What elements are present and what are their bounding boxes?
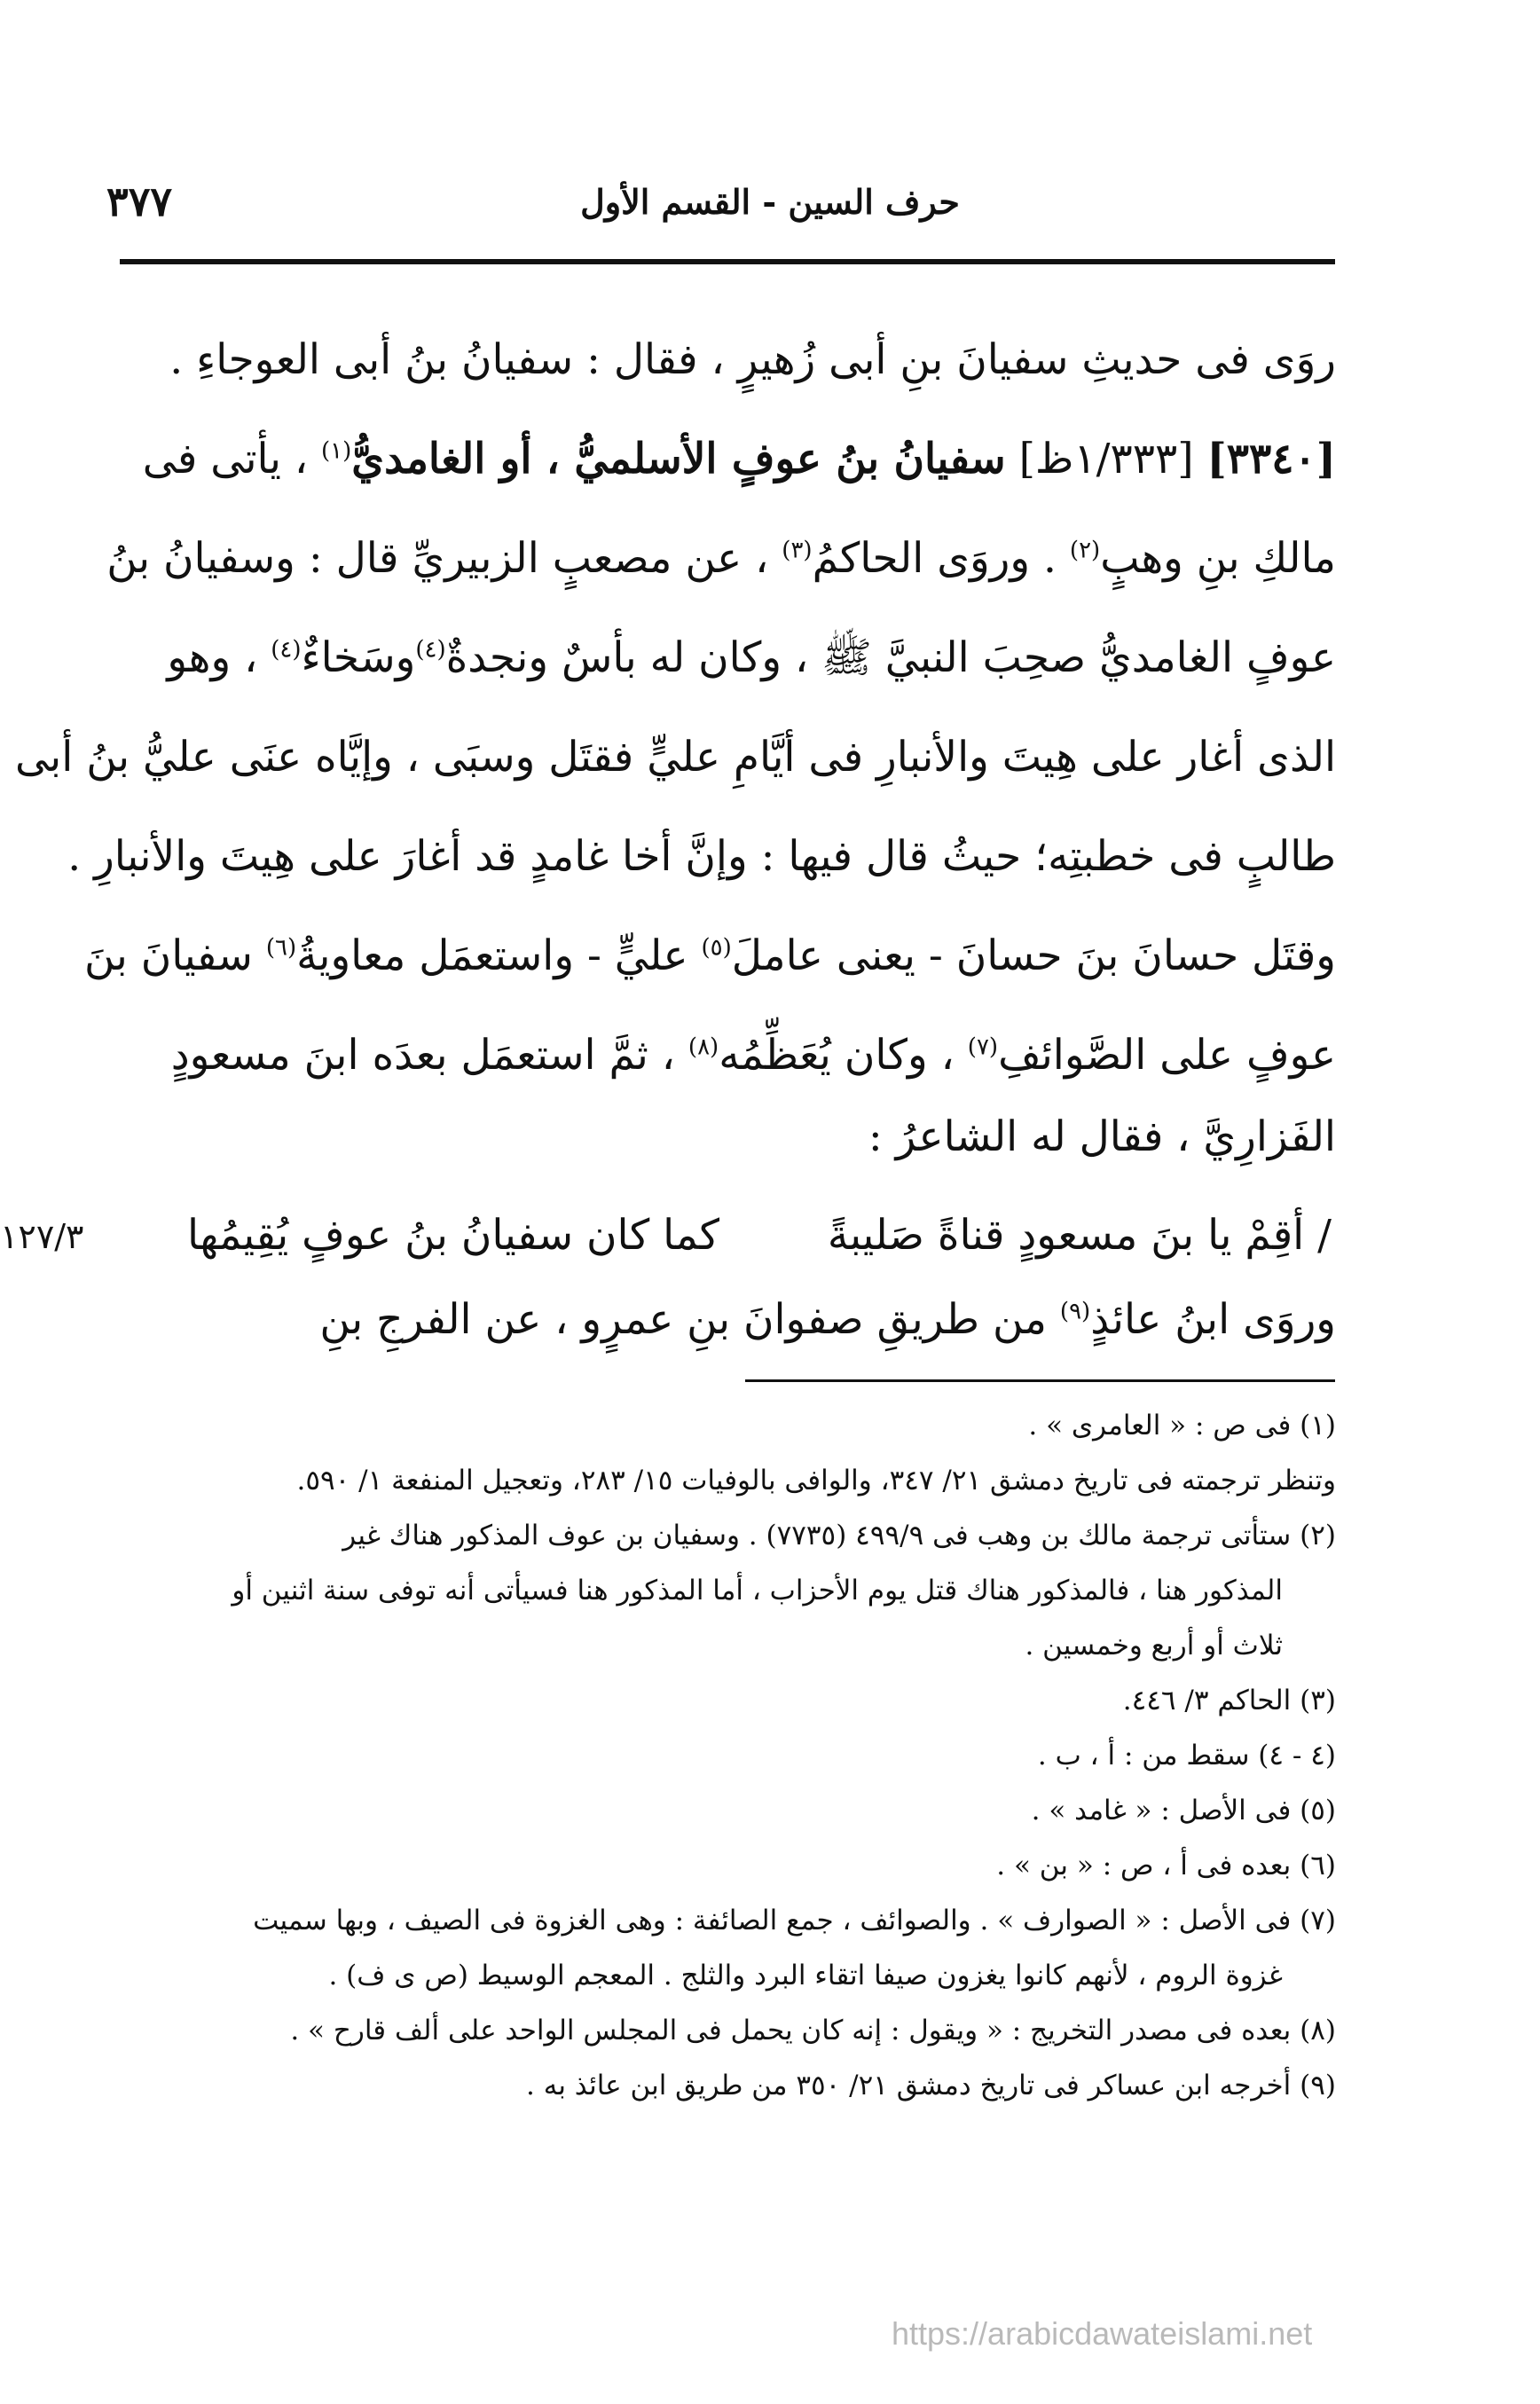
- footnote-3: (٣) الحاكم ٣/ ٤٤٦.: [1122, 1685, 1336, 1717]
- body-line-6: طالبٍ فى خطبتِه؛ حيثُ قال فيها : وإنَّ أخا غامدٍ قد أغارَ على هِيتَ والأنبارِ .: [67, 832, 1336, 881]
- footnote-ref: (١): [321, 437, 352, 465]
- footnote-ref: (٨): [688, 1033, 719, 1061]
- verse-first-hemistich: / أقِمْ يا بنَ مسعودٍ قناةً صَليبةً: [827, 1211, 1332, 1260]
- footnote-2: (٢) ستأتى ترجمة مالك بن وهب فى ٤٩٩/٩ (٧٧٣٥) . وسفيان بن عوف المذكور هناك غير: [342, 1520, 1336, 1552]
- footnote-ref: (٣): [782, 537, 813, 564]
- footnote-1-continued: وتنظر ترجمته فى تاريخ دمشق ٢١/ ٣٤٧، والوافى بالوفيات ١٥/ ٢٨٣، وتعجيل المنفعة ١/ ٥٩٠.: [296, 1465, 1336, 1497]
- footnote-ref: (٤): [271, 636, 302, 664]
- footnote-ref: (٥): [701, 934, 732, 962]
- body-line-9: الفَزارِيَّ ، فقال له الشاعرُ :: [868, 1112, 1336, 1161]
- footnote-ref: (٤): [415, 636, 446, 664]
- footnote-8: (٨) بعده فى مصدر التخريج : « ويقول : إنه كان يحمل فى المجلس الواحد على ألف قارح » .: [290, 2015, 1336, 2047]
- body-line-4: عوفٍ الغامديُّ صحِبَ النبيَّ ﷺ ، وكان له بأسٌ ونجدةٌ$^{(٤)}$وسَخاءٌ$^{(٤)}$ ، وهو: [167, 633, 1336, 682]
- footnote-ref: (٩): [1059, 1298, 1091, 1325]
- entry-heading-line: [٣٣٤٠] [١/٣٣٣ظ] سفيانُ بنُ عوفٍ الأسلميُّ ، أو الغامديُّ$^{(١)}$ ، يأتى فى: [142, 435, 1336, 483]
- entry-name: سفيانُ بنُ عوفٍ الأسلميُّ ، أو الغامديُّ: [351, 435, 1006, 483]
- footnote-9: (٩) أخرجه ابن عساكر فى تاريخ دمشق ٢١/ ٣٥٠ من طريق ابن عائذ به .: [525, 2070, 1336, 2102]
- body-line-8: عوفٍ على الصَّوائفِ$^{(٧)}$ ، وكان يُعَظِّمُه$^{(٨)}$ ، ثمَّ استعمَل بعدَه ابنَ مسعودٍ: [170, 1031, 1336, 1080]
- footnote-ref: (٦): [265, 934, 297, 962]
- poetry-verse: [187, 1211, 1332, 1273]
- footnote-ref: (٧): [967, 1033, 999, 1061]
- body-line-3: مالكِ بنِ وهبٍ$^{(٢)}$ . وروَى الحاكمُ$^{(٣)}$ ، عن مصعبٍ الزبيريِّ قال : وسفيانُ بنُ: [106, 534, 1336, 583]
- entry-number: [٣٣٤٠]: [1206, 435, 1336, 483]
- footnote-7-continued: غزوة الروم ، لأنهم كانوا يغزون صيفا اتقاء البرد والثلج . المعجم الوسيط (ص ى ف) .: [328, 1960, 1283, 1992]
- footnote-2-continued: ثلاث أو أربع وخمسين .: [1025, 1630, 1283, 1662]
- margin-volume-reference: ١٢٧/٣: [0, 1217, 84, 1256]
- footnote-5: (٥) فى الأصل : « غامد » .: [1031, 1795, 1336, 1827]
- body-line-10: وروَى ابنُ عائذٍ$^{(٩)}$ من طريقِ صفوانَ بنِ عمرٍو ، عن الفرجِ بنِ: [319, 1295, 1336, 1344]
- footnote-separator: [745, 1379, 1335, 1382]
- footnote-2-continued: المذكور هنا ، فالمذكور هناك قتل يوم الأحزاب ، أما المذكور هنا فسيأتى أنه توفى سنة اثنين أو: [232, 1575, 1283, 1607]
- footnote-4: (٤ - ٤) سقط من : أ ، ب .: [1037, 1740, 1336, 1772]
- body-line-1: روَى فى حديثِ سفيانَ بنِ أبى زُهيرٍ ، فقال : سفيانُ بنُ أبى العوجاءِ .: [169, 335, 1336, 384]
- page-number: ٣٧٧: [106, 177, 173, 225]
- footnote-ref: (٢): [1069, 537, 1101, 564]
- header-rule: [120, 259, 1335, 264]
- footnote-1: (١) فى ص : « العامرى » .: [1028, 1410, 1336, 1442]
- footnote-7: (٧) فى الأصل : « الصوارف » . والصوائف ، جمع الصائفة : وهى الغزوة فى الصيف ، وبها سميت: [253, 1905, 1336, 1937]
- watermark-url: https://arabicdawateislami.net: [892, 2315, 1313, 2352]
- verse-second-hemistich: كما كان سفيانُ بنُ عوفٍ يُقِيمُها: [187, 1211, 720, 1260]
- body-line-5: الذى أغار على هِيتَ والأنبارِ فى أيَّامِ عليٍّ فقتَل وسبَى ، وإيَّاه عنَى عليُّ بنُ أبى: [14, 733, 1336, 782]
- body-line-7: وقتَل حسانَ بنَ حسانَ - يعنى عاملَ$^{(٥)}$ عليٍّ - واستعمَل معاويةُ$^{(٦)}$ سفيانَ بنَ: [83, 931, 1336, 980]
- running-title: حرف السين - القسم الأول: [580, 182, 960, 222]
- entry-ref: [١/٣٣٣ظ]: [1018, 435, 1194, 483]
- footnote-6: (٦) بعده فى أ ، ص : « بن » .: [996, 1850, 1336, 1882]
